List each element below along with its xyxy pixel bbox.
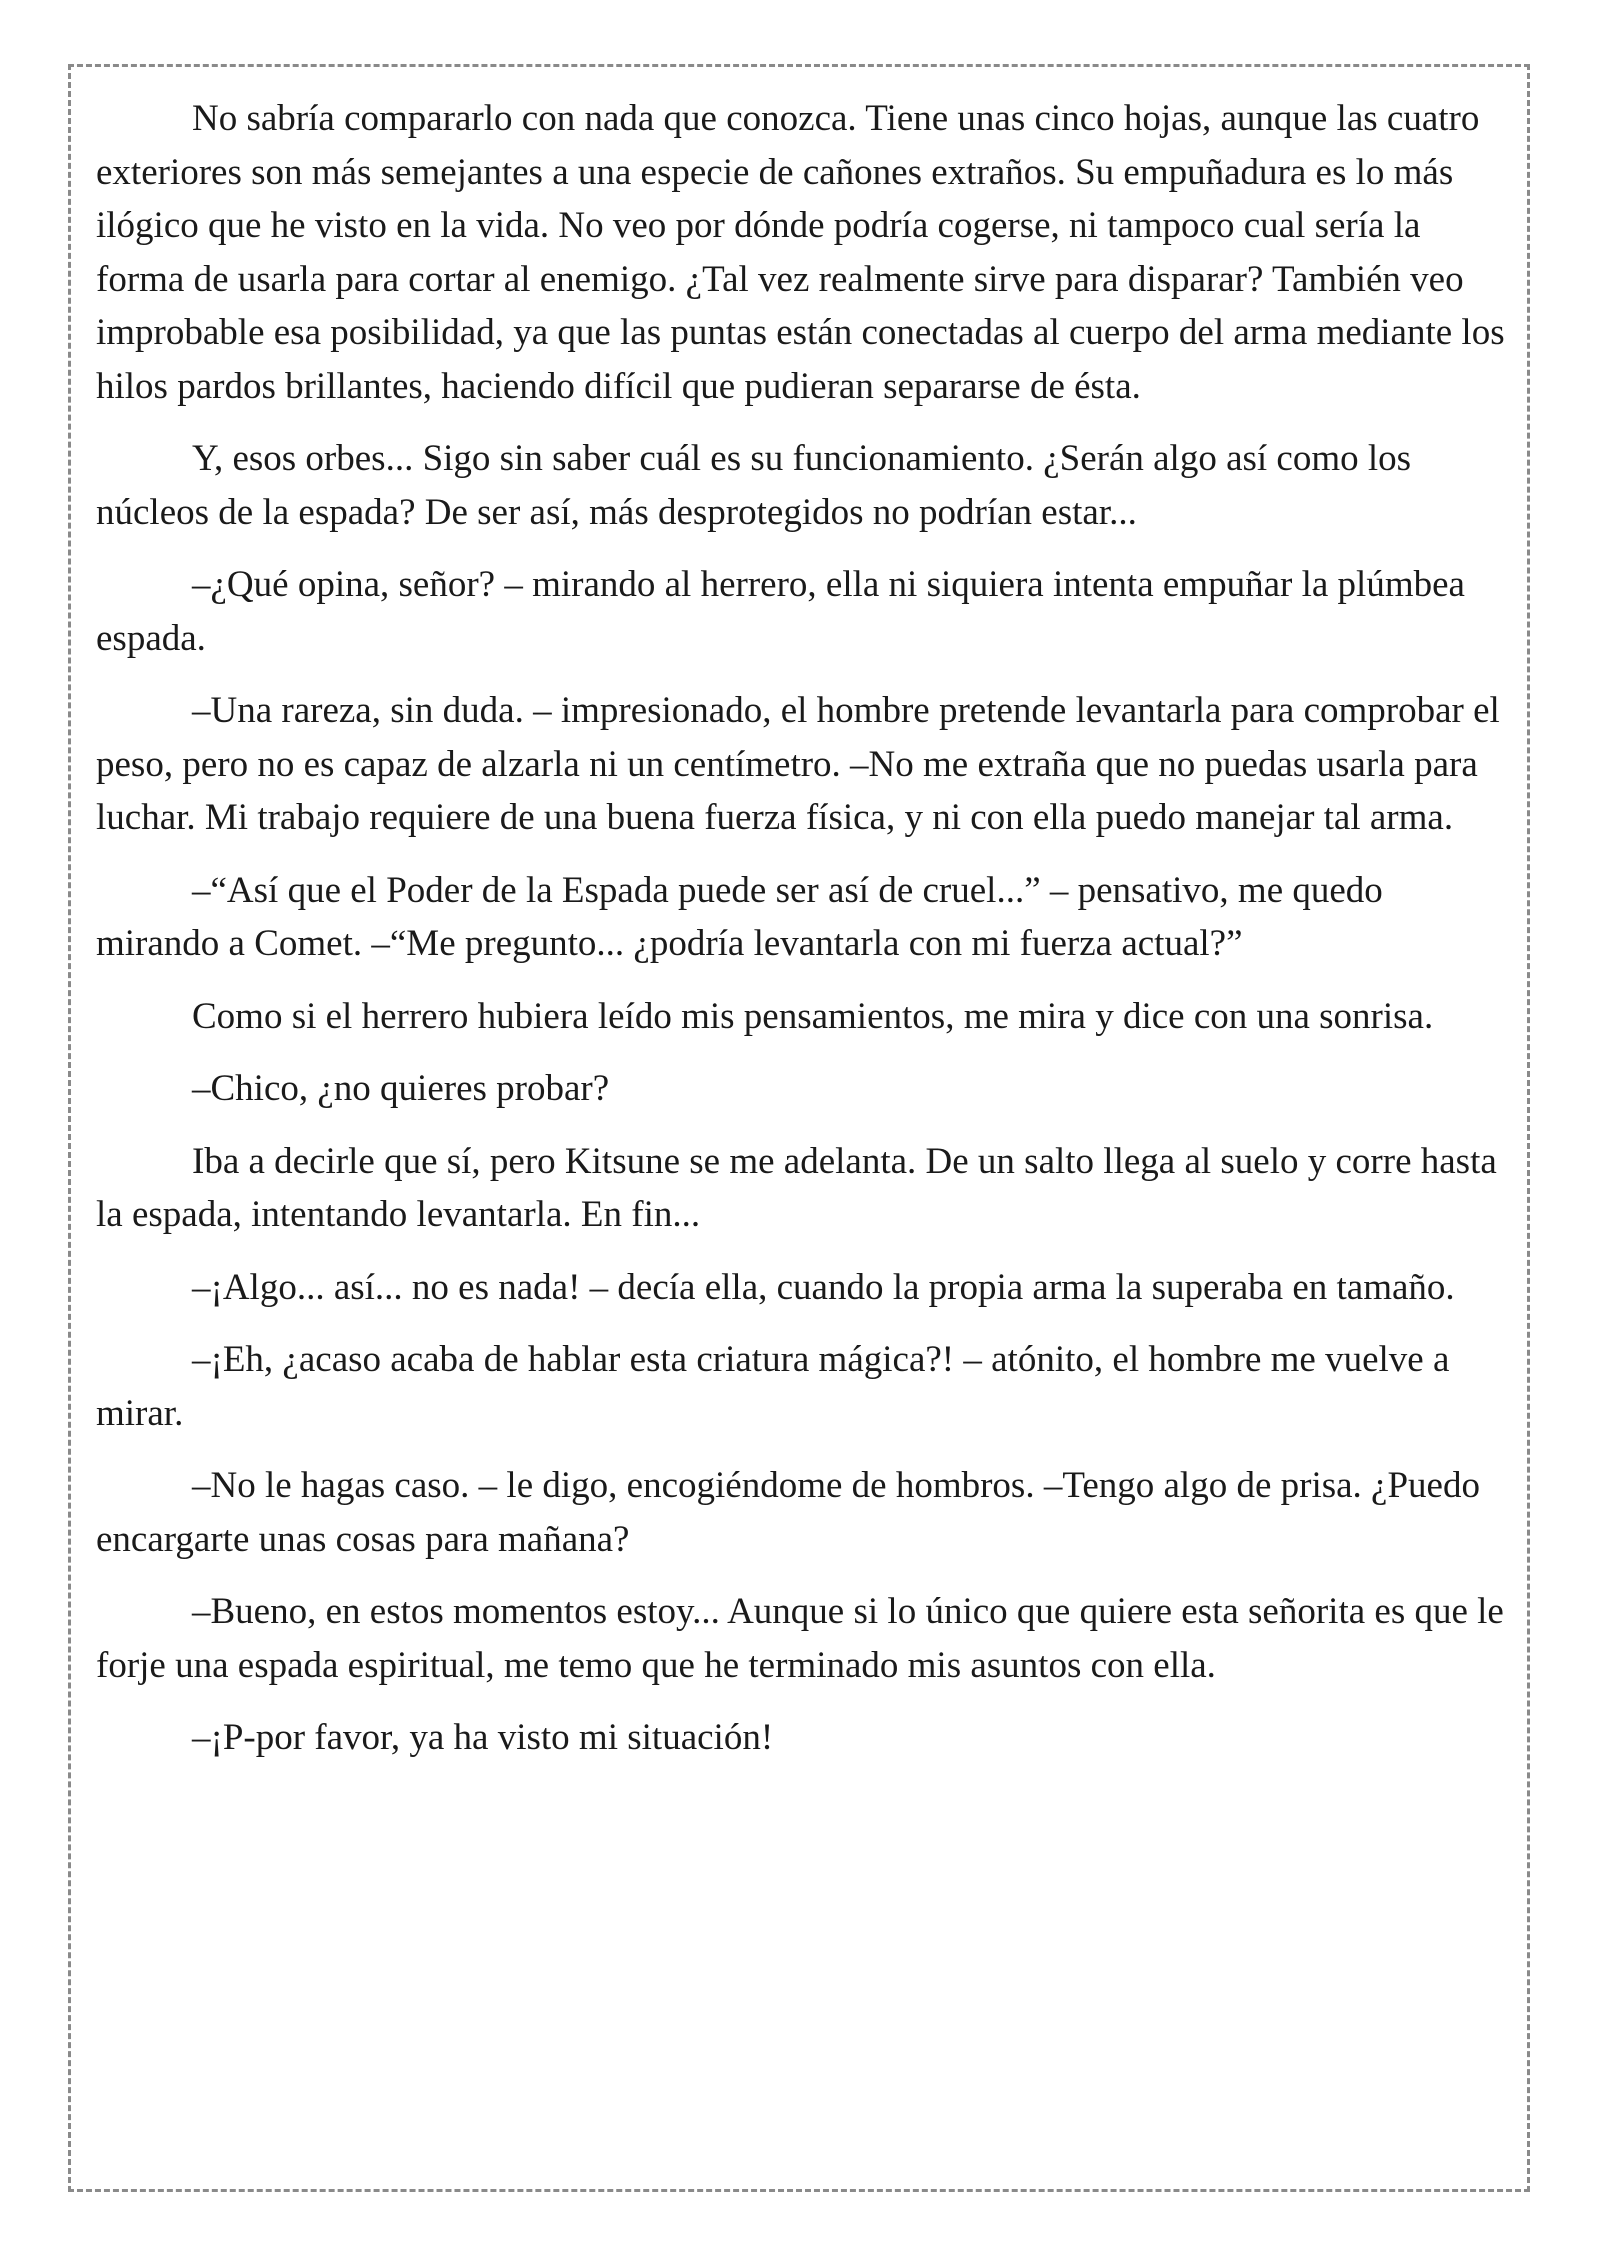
paragraph: –No le hagas caso. – le digo, encogiéndome de hombros. –Tengo algo de prisa. ¿Puedo encargarte unas cosas para mañana?: [96, 1465, 1480, 1560]
paragraph: –Bueno, en estos momentos estoy... Aunque si lo único que quiere esta señorita es que le forje una espada espiritual, me temo que he terminado mis asuntos con ella.: [96, 1591, 1504, 1686]
paragraph: Iba a decirle que sí, pero Kitsune se me adelanta. De un salto llega al suelo y corre hasta la espada, intentando levantarla. En fin...: [96, 1140, 1497, 1235]
paragraph: Como si el herrero hubiera leído mis pensamientos, me mira y dice con una sonrisa.: [192, 995, 1434, 1037]
paragraph: –“Así que el Poder de la Espada puede ser así de cruel...” – pensativo, me quedo mirando a Comet. –“Me pregunto... ¿podría levantarla con mi fuerza actual?”: [96, 869, 1383, 964]
paragraph: –¡Algo... así... no es nada! – decía ella, cuando la propia arma la superaba en tamaño.: [192, 1266, 1455, 1308]
paragraph: No sabría compararlo con nada que conozca. Tiene unas cinco hojas, aunque las cuatro exteriores son más semejantes a una especie de cañones extraños. Su empuñadura es lo más ilógico que he visto en la vida. No veo por dónde podría cogerse, ni tampoco cual sería la forma de usarla para cortar al enemigo. ¿Tal vez realmente sirve para disparar? También veo improbable esa posibilidad, ya que las puntas están conectadas al cuerpo del arma mediante los hilos pardos brillantes, haciendo difícil que pudieran separarse de ésta.: [96, 98, 1505, 407]
document-body: [96, 92, 1506, 1784]
paragraph: –¡Eh, ¿acaso acaba de hablar esta criatura mágica?! – atónito, el hombre me vuelve a mirar.: [96, 1339, 1450, 1434]
paragraph: –Chico, ¿no quieres probar?: [192, 1068, 610, 1109]
paragraph: Y, esos orbes... Sigo sin saber cuál es su funcionamiento. ¿Serán algo así como los núcleos de la espada? De ser así, más desprotegidos no podrían estar...: [96, 438, 1412, 533]
paragraph: –¡P-por favor, ya ha visto mi situación!: [192, 1717, 774, 1758]
paragraph: –¿Qué opina, señor? – mirando al herrero, ella ni siquiera intenta empuñar la plúmbea espada.: [96, 564, 1465, 659]
paragraph: –Una rareza, sin duda. – impresionado, el hombre pretende levantarla para comprobar el peso, pero no es capaz de alzarla ni un centímetro. –No me extraña que no puedas usarla para luchar. Mi trabajo requiere de una buena fuerza física, y ni con ella puedo manejar tal arma.: [96, 690, 1500, 838]
